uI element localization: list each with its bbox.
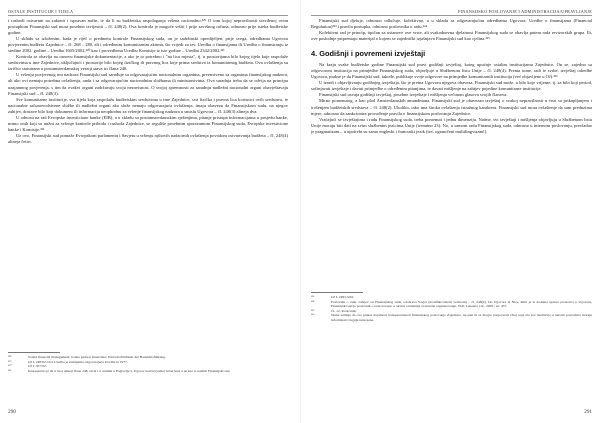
footnote <box>8 369 288 374</box>
paragraph: U vršenju povjerenog mu nadzora Finansijski sud sarađuje sa odgovarajućim nacionalnim organima, prvenstveno sa organima finansijskog nadzora, ali ako ovi nemaju potrebna ovlaštenja, onda i sa odgovarajućim nacionalnim službama ili ministarstvima. Ova saradnja treba da se odvija na principu uzajamnog povjerenja, s tim da ovakvi organi zadržavaju svoju nezavisnost. O svojoj spremnosti za saradnju nadležni nacionalni organi obavještavaju Finansijski sud – čl. 248(3). <box>8 72 288 96</box>
paragraph: U izradi i objavljivanju godišnjeg izvještaja, što je prema Ugovoru njegova obaveza, Finansijski sud može, u bilo koje vrijeme, tj. za bilo koji period, sačinjavati izvještaje i davati primjedbe o određenim pitanjima, te davati mišljenje na zahtjev pojedine komunitarne institucije. <box>311 80 592 92</box>
footnote-text: Neme sumnje da ova praksa doprinosi transparentnosti finansijskog poslovanja Zajednice, ne-sam bi se moglo pregovarati zbog toga što sve institucije u takvim poslovima moraju informisati i tuguju neprotene. <box>331 313 592 322</box>
paragraph: Kolektivni rad je princip, tipičan za ustanove ove vrste, ali svakodnevna djelatnost Finansijskog suda se obavlja putem rada revizorskih grupa. Ili, ove poslodnje pripremaju materijal o kojem se zajednički izjašnjava Finansijski sud kao cjelina.³³⁵ <box>311 30 592 42</box>
footnote-rule <box>8 352 60 353</box>
paragraph: Finansijski sud usvaja godišnji izvještaj, posebne izvještaje i mišljenja većinom glasova svojih članova. <box>319 92 508 98</box>
paragraph: Vraćajući se izvještajima i radu Finansijskog suda, treba pomenuti i jednu dimenziju. Naime, svi izvještaji i mišljenja objavljuju u Službenom listu Unije moraju biti dati na svim službenim jezicima Unije (trenutno 23). No, u samom radu Finansijskog suda, odnosno u internom poslovanju, prevladao je pragmatizam – u upotrebi su samo engleski i francuski jezik (tzv. ograničeni multilingvizam!). <box>311 116 592 134</box>
header-rule-left <box>8 15 288 16</box>
footnotes-right <box>311 292 592 322</box>
left-page-body <box>8 18 288 145</box>
footnotes-left <box>8 352 288 373</box>
paragraph: Na kraju svake budžetske godine Finansijski sud pravi godišnji izvještaj, koteg upućuje ostalim institucijama Zajednice. On se, zajedno sa odgovorom institucija na primjedbe Finansijskog suda, objavljuje u Službenom listu Unije – čl. 248(4). Prema tome, radi te svrhe, izvještaj odredbe Ugovora, prakse je da Finansijski sud, takođe, publikuje svoje odgovore na primjedbe komunitarnih institucija (već objavljene u OJ).³³⁶ <box>311 62 592 80</box>
footnote-text: OJ L 357/02. <box>28 364 47 368</box>
footnote-text: Sound financial management; bonne gestion financière; Wirtschaftlichkeit der Haushaltsführung. <box>28 355 166 359</box>
footnote-text: Interesantno je da u nvoj alineji člana 248, ali ni i u ostalim u Poglavlju 5. Ugovor koristi (samo) izraz Sud, a ne kao u ostalim Finansijski sud. <box>28 368 231 373</box>
footnote-number: ³³⁰ <box>8 364 12 368</box>
footnote-rule <box>311 292 363 293</box>
right-page <box>300 0 600 423</box>
footnote-number: ³³⁵ <box>311 308 315 313</box>
running-head-left: OSTALE INSTITUCIJE I TIJELA <box>8 9 74 14</box>
footnote-number: ³³⁴ <box>311 299 315 304</box>
footnote-number: ³³¹ <box>8 368 12 373</box>
footnote-number: ³³³ <box>311 295 315 299</box>
page-number-right: 291 <box>584 409 592 415</box>
paragraph: U odnosu na rad Evropske investicione banke (EIB), a u skladu sa postamsterdamskim rješenjima, pitanje pristupa informacijama u posjedu banke, mimo onih koji su nužni za vršenje kontrole prihoda i rashoda Zajednice, se reguliše posebnim sporazumom Finansijskog suda, Evropske investicione banke i Komisije.³³² <box>8 114 288 132</box>
paragraph: Finansijski sud djeluje, odnosno odlučuje, kolektivno, a u skladu sa odgovarajućim odredbama Ugovora, Uredbe o finansijama (Financial Regulation)³³³ i pravila postupka, odnosno poslovnika o radu.³³⁴ <box>311 18 592 30</box>
paragraph: U skladu sa izloženim, kada je riječ o predmetu kontrole Finansijskog suda, on je sadržinski opredijeljen, prije svega, odredbama Ugovora povjerenim budžetu Zajednice – čl. 268 – 280, ali i određenim komunitarnim aktima, što vrijedi za tzv. Uredbu o finansijama ili Uredbu o finansiranju iz sredine 2002. godine – Uredba 1605/2002,³³⁰ kao i provedbenu Uredbu Komisije iz iste godine – Uredba 2342/2002.³³¹ <box>8 36 288 54</box>
footnote-text: OJ L 248/13/02. <box>331 295 355 299</box>
running-head-right: FINANSIJSKO POSLOVANJE I ADMINISTRACIJA/UPRAVLJANJE <box>458 9 592 14</box>
footnote-text: OJ L 248/02. Ova Uredba je zamijenila odgovarajuću Uredbu iz 1977. <box>28 359 128 364</box>
footnote-text: Poslovnik o radu, zahtjev od Finansijskog suda, odobrava Savjet (kvalifikovanom većinom) – čl. 248(4). Do Ugovora iz Nice, ktim je ta dodatna uprava prostorno u Ugovoru, Finansijski sud je poslovnik o radu usvajao u okviru ovlaštenja za interne organizovanje. Vidi: Lenaerts i dr., 2005., str. 457. <box>331 299 592 308</box>
footnote-number: ³³⁶ <box>311 313 315 317</box>
page-number-left: 290 <box>8 409 16 415</box>
paragraph: Sve komunitarne institucije, sva tijela koja raspolažu budžetskim sredstvima u ime Zajednice, sva fizička i pravna lica korisnici ovih sredstava, te nacionalne računovodstvene službe ili nadležni organi ako služe nemaju odgovarajuća ovlaštenja, imaju obavezu da Finansijskom sudu, na njegov zahtjev, dostave bilo koji dokument ili informaciju neophodnu za vršenje finansijskog nadzora u smislu Ugovora – čl. 248(3) alineja dva. <box>8 96 288 114</box>
footnote-number: ³²⁸ <box>8 355 12 359</box>
paragraph: Mirno pomenutog, a kao plod Amsterdamskih amandmana, Finansijski sud je obavezan izvještaj o svakoj nepravilnosti u vezi sa prikupljanjem i trošenjem budžetskih sredstava – čl. 248(2). Ukoliko, tako ima široka ovlaštenja istražnog karaktera. Finansijski sud mora ovlaštenje da sam preduzima mjere, odnosno da sankcionira provođenje pravila o finansijskom poslovanju Zajednice. <box>311 98 592 116</box>
header-rule-right <box>311 15 592 16</box>
paragraph: Kontrola se obavlja na osnovu finansijske dokumentacije, a ako je to potrebno i "na licu mjesta", tj. u prostorijama bilo kojeg tijela koje raspolaže sredstvima u ime Zajednice, uključujući i prostorije bilo kojeg fizičkog ili pravnog lica koje prima sredstva iz komunitarnog budžeta. Ova ovlaštenja su izričito statuirana u postamsterdamskoj verziji stava tri člana 248. <box>8 54 288 72</box>
footnote <box>311 313 592 322</box>
paragraph: i rashodi ostvarnni na zakonit i ispravan način, te da li su budžetska raspolaganja vršena racionalno.³²⁹ O tom kojoj nepravilnosti utvrđenoj ovim postupkom Finansijski sud mora posebno izvijestiti – čl. 248(2). Ova kontrola je moguće vršiti i prije završnog računa, odnosno prije isteka budžetske godine. <box>8 18 288 36</box>
right-page-body <box>311 18 592 135</box>
section-heading: 4. Godišnji i povremeni izvještaji <box>311 49 426 59</box>
footnote <box>311 300 592 309</box>
footnote-number: ³²⁹ <box>8 359 12 364</box>
paragraph: Uz ovo, Finansijski sud pomaže Evropskom parlamentu i Savjetu u vršenju njihovih nadzornih ovlaštenja povodom ostvarivanja budžeta – čl. 248(4) alineja četiri. <box>8 132 288 144</box>
footnote-text: Čl. 12. Poslovnik. <box>331 308 357 313</box>
